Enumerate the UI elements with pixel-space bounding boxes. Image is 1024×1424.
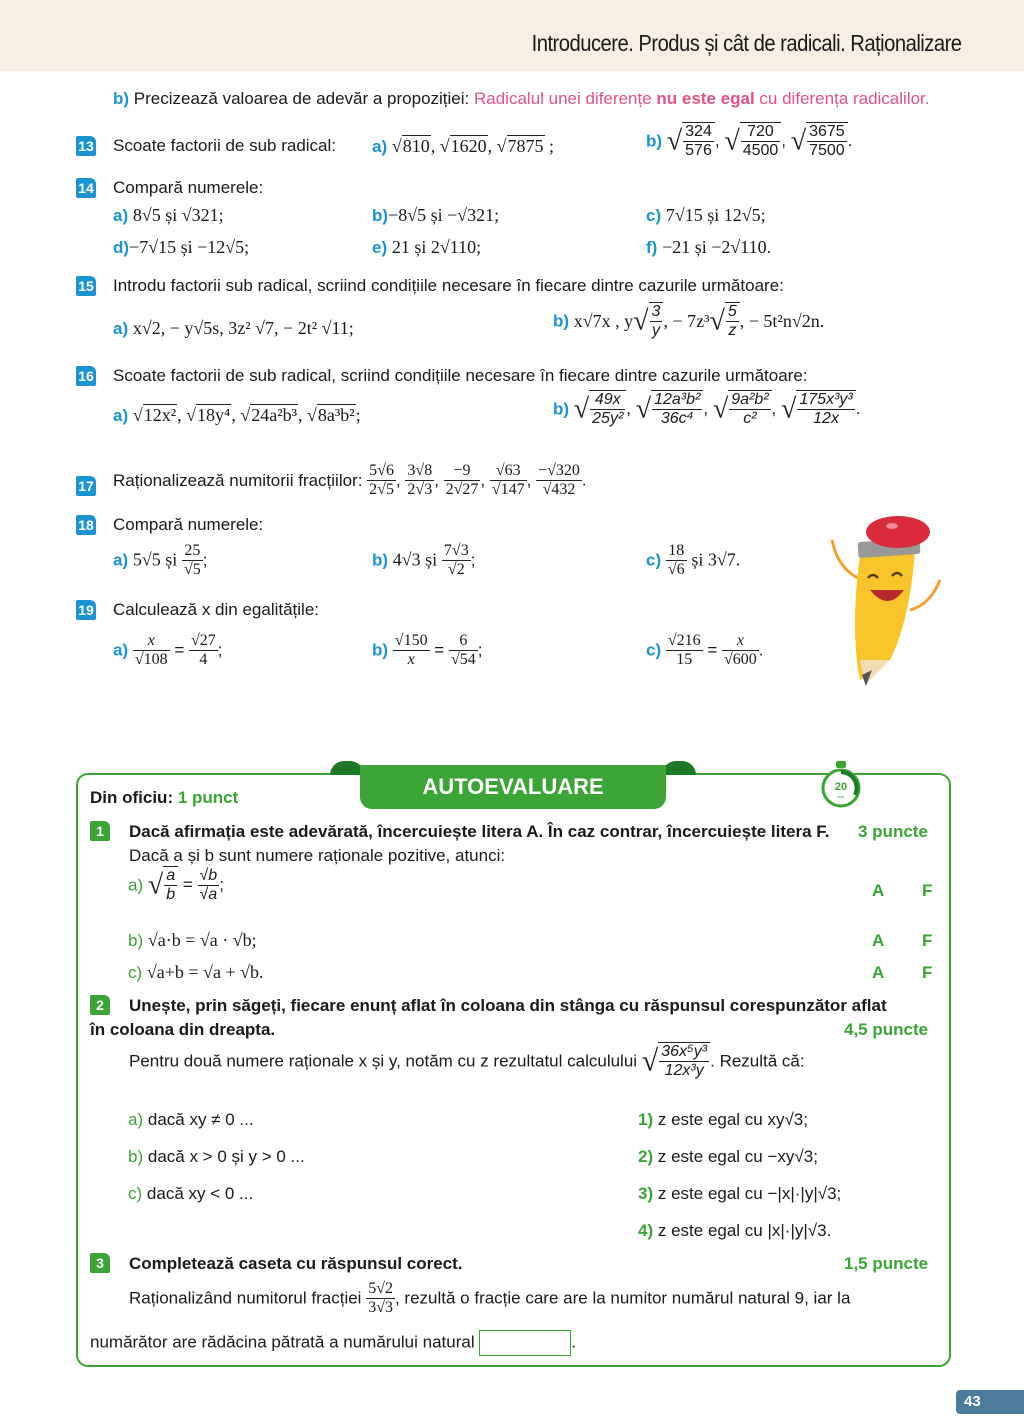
question-3-text: Completează caseta cu răspunsul corect. [129, 1254, 463, 1273]
exercise-17: Raționalizează numitorii fracțiilor: $\frac{5√6}{2√5}$ , $\frac{3√8}{2√3}$ , $\frac{-9}{2√27}$ , $\frac{√63}{√147}$ , $\frac{-√320}{√432}$ . [113, 462, 587, 499]
question-1-points: 3 puncte [858, 822, 928, 841]
match-right-4[interactable]: 4) z este egal cu |x|·|y|√3. [638, 1221, 832, 1240]
exercise-14-b: b)−8√5 și −√321; [372, 205, 500, 225]
question-2-text-cont: în coloana din dreapta. [90, 1020, 276, 1039]
question-1-c: c) √a+b = √a + √b. [128, 962, 264, 982]
exercise-number: 18 [76, 515, 96, 535]
exercise-19-c: c) $\frac{√216}{15}$ = $\frac{x}{√600}$ . [646, 632, 764, 669]
question-3-points: 1,5 puncte [844, 1254, 929, 1273]
svg-text:20: 20 [834, 781, 848, 793]
self-evaluation-title: AUTOEVALUARE [360, 765, 666, 809]
answer-input-box[interactable] [479, 1330, 571, 1356]
question-1-a: a) √ $\frac{a}{b}$ = $\frac{√b}{√a}$ ; [128, 866, 224, 904]
exercise-16-a: a) √12x², √18y⁴, √24a²b³, √8a³b²; [113, 405, 361, 425]
question-1-b: b) √a·b = √a · √b; [128, 930, 257, 950]
page-header [0, 0, 1024, 71]
tab-ear-right [662, 761, 696, 775]
question-3-line1: Raționalizând numitorul fracției $\frac{5√2}{3√3}$ , rezultă o fracție care are la numitor numărul natural 9, iar la [129, 1280, 851, 1317]
chapter-title: Introducere. Produs și cât de radicali. Raționalizare [532, 30, 962, 56]
answer-A[interactable]: A [872, 881, 885, 900]
exercise-19-text: Calculează x din egalitățile: [113, 600, 320, 619]
exercise-15-text: Introdu factorii sub radical, scriind condițiile necesare în fiecare dintre cazurile următoare: [113, 276, 784, 295]
stopwatch-icon [820, 759, 862, 809]
answer-A[interactable]: A [872, 931, 885, 950]
question-1-intro: Dacă a și b sunt numere raționale pozitive, atunci: [129, 846, 506, 865]
question-3-line2: numărător are rădăcina pătrată a numărului natural . [90, 1330, 576, 1356]
answer-A[interactable]: A [872, 963, 885, 982]
exercise-18-c: c) $\frac{18}{√6}$ și 3√7. [646, 542, 741, 579]
match-left-a[interactable]: a) dacă xy ≠ 0 ... [128, 1110, 254, 1129]
din-oficiu: Din oficiu: 1 punct [90, 788, 239, 807]
exercise-14-text: Compară numerele: [113, 178, 264, 197]
intro-b: b) Precizează valoarea de adevăr a propoziției: Radicalul unei diferențe nu este egal cu diferența radicalilor. [113, 89, 930, 108]
exercise-15-a: a) x√2, − y√5s, 3z² √7, − 2t² √11; [113, 318, 354, 338]
exercise-14-d: d)−7√15 și −12√5; [113, 237, 250, 257]
answer-F[interactable]: F [922, 963, 933, 982]
exercise-13-text: Scoate factorii de sub radical: [113, 136, 337, 155]
tab-ear-left [330, 761, 364, 775]
exercise-13-b: b) √ $\frac{324}{576}$ , √ $\frac{720}{4500}$ , √ $\frac{3675}{7500}$ . [646, 123, 853, 160]
answer-F[interactable]: F [922, 931, 933, 950]
exercise-18-b: b) 4√3 și $\frac{7√3}{√2}$ ; [372, 542, 476, 579]
exercise-number: 19 [76, 600, 96, 620]
question-2-intro: Pentru două numere raționale x și y, notăm cu z rezultatul calculului √ $\frac{\text{36x⁵y³}}{\text{12x³y}}$ . Rezultă că: [129, 1043, 805, 1080]
exercise-16-text: Scoate factorii de sub radical, scriind condițiile necesare în fiecare dintre cazurile următoare: [113, 366, 808, 385]
match-left-c[interactable]: c) dacă xy < 0 ... [128, 1184, 254, 1203]
exercise-14-f: f) −21 și −2√110. [646, 237, 772, 257]
exercise-number: 14 [76, 178, 96, 198]
exercise-number: 15 [76, 276, 96, 296]
match-right-1[interactable]: 1) z este egal cu xy√3; [638, 1110, 808, 1129]
exercise-15-b: b) x√7x , y√ $\frac{3}{y}$ , − 7z³√ $\frac{5}{z}$ , − 5t²n√2n. [553, 303, 825, 340]
answer-F[interactable]: F [922, 881, 933, 900]
exercise-18-a: a) 5√5 și $\frac{25}{√5}$ ; [113, 542, 208, 579]
exercise-number: 13 [76, 136, 96, 156]
svg-text:min: min [837, 794, 845, 799]
question-2-text: Unește, prin săgeți, fiecare enunț aflat în coloana din stânga cu răspunsul corespunzător aflat [129, 996, 887, 1015]
pencil-mascot-illustration [820, 510, 950, 690]
exercise-14-a: a) 8√5 și √321; [113, 205, 224, 225]
match-right-2[interactable]: 2) z este egal cu −xy√3; [638, 1147, 818, 1166]
match-right-3[interactable]: 3) z este egal cu −|x|·|y|√3; [638, 1184, 842, 1203]
page-number: 43 [956, 1390, 1024, 1414]
exercise-number: 16 [76, 366, 96, 386]
question-number: 3 [90, 1253, 110, 1273]
exercise-19-a: a) $\frac{x}{√108}$ = $\frac{√27}{4}$ ; [113, 632, 223, 669]
exercise-13-a: a) √810, √1620, √7875 ; [372, 136, 555, 156]
exercise-14-c: c) 7√15 și 12√5; [646, 205, 766, 225]
exercise-18-text: Compară numerele: [113, 515, 264, 534]
exercise-number: 17 [76, 476, 96, 496]
match-left-b[interactable]: b) dacă x > 0 și y > 0 ... [128, 1147, 305, 1166]
exercise-16-b: b) √ $\frac{49x}{\text{25y²}}$ , √ $\frac{\text{12a³b²}}{\text{36c⁴}}$ , √ $\frac{\text{9a²b²}}{\text{c²}}$ , √ $\frac{\text{175x³y³}}{12x}$ . [553, 391, 861, 428]
exercise-19-b: b) $\frac{√150}{x}$ = $\frac{6}{√54}$ ; [372, 632, 483, 669]
question-number: 1 [90, 821, 110, 841]
question-1-text: Dacă afirmația este adevărată, încercuiește litera A. În caz contrar, încercuiește litera F. [129, 822, 830, 841]
question-2-points: 4,5 puncte [844, 1020, 929, 1039]
exercise-14-e: e) 21 și 2√110; [372, 237, 482, 257]
question-number: 2 [90, 995, 110, 1015]
